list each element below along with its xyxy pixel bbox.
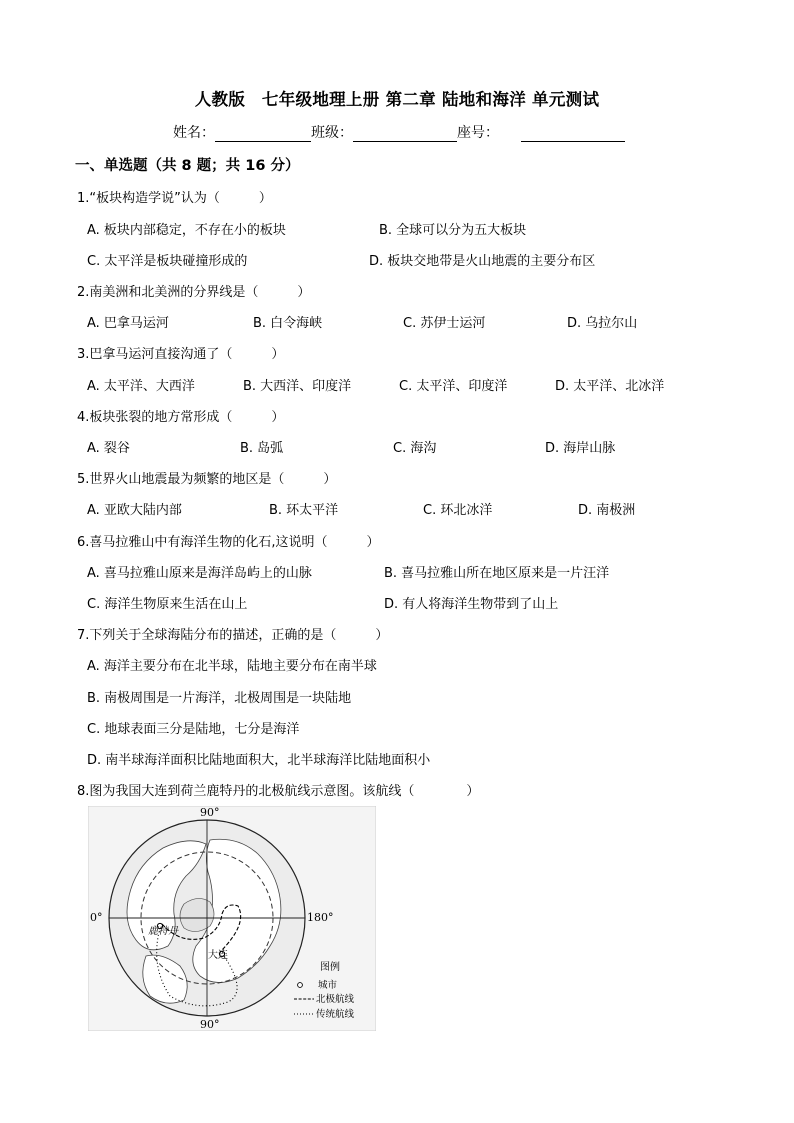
- class-blank[interactable]: [353, 127, 457, 142]
- class-label: 班级：: [311, 125, 353, 141]
- legend-title: 图例: [320, 962, 340, 973]
- option-c: C. 海沟: [393, 441, 437, 456]
- option-b: B. 岛弧: [240, 441, 284, 456]
- option-a: A. 裂谷: [87, 441, 130, 456]
- option-b: B. 南极周围是一片海洋，北极周围是一块陆地: [87, 691, 352, 706]
- option-d: D. 太平洋、北冰洋: [555, 379, 665, 394]
- question-stem: 5.世界火山地震最为频繁的地区是（ ）: [77, 472, 337, 487]
- rotterdam-label: 鹿特丹: [148, 926, 178, 937]
- arctic-ice: [180, 898, 214, 931]
- label-0-degree: 0°: [90, 911, 103, 924]
- question-stem: 8.图为我国大连到荷兰鹿特丹的北极航线示意图。该航线（ ）: [77, 784, 480, 799]
- polar-map-graphic: [88, 806, 376, 1031]
- arctic-route-map: [88, 806, 376, 1031]
- label-90-top: 90°: [200, 806, 220, 819]
- name-blank[interactable]: [215, 127, 311, 142]
- option-a: A. 巴拿马运河: [87, 316, 169, 331]
- legend-traditional-label: 传统航线: [316, 1009, 355, 1020]
- option-a: A. 板块内部稳定，不存在小的板块: [87, 223, 286, 238]
- option-c: C. 太平洋、印度洋: [399, 379, 508, 394]
- question-stem: 6.喜马拉雅山中有海洋生物的化石,这说明（ ）: [77, 535, 380, 550]
- option-b: B. 环太平洋: [269, 503, 339, 518]
- option-a: A. 太平洋、大西洋: [87, 379, 195, 394]
- question-stem: 1.“板块构造学说”认为（ ）: [77, 191, 272, 206]
- label-180-degree: 180°: [307, 911, 334, 924]
- option-d: D. 南极洲: [578, 503, 636, 518]
- option-d: D. 板块交地带是火山地震的主要分布区: [369, 254, 596, 269]
- option-a: A. 喜马拉雅山原来是海洋岛屿上的山脉: [87, 566, 312, 581]
- option-c: C. 苏伊士运河: [403, 316, 486, 331]
- student-info-row: [173, 122, 625, 142]
- option-c: C. 环北冰洋: [423, 503, 493, 518]
- seat-label: 座号：: [457, 125, 499, 141]
- option-d: D. 海岸山脉: [545, 441, 616, 456]
- option-b: B. 大西洋、印度洋: [243, 379, 352, 394]
- option-b: B. 喜马拉雅山所在地区原来是一片汪洋: [384, 566, 610, 581]
- section-title: 一、单选题（共 8 题；共 16 分）: [75, 158, 300, 174]
- option-a: A. 亚欧大陆内部: [87, 503, 182, 518]
- seat-blank[interactable]: [521, 127, 625, 142]
- option-a: A. 海洋主要分布在北半球，陆地主要分布在南半球: [87, 659, 377, 674]
- question-stem: 2.南美洲和北美洲的分界线是（ ）: [77, 285, 311, 300]
- name-label: 姓名：: [173, 125, 215, 141]
- option-c: C. 地球表面三分是陆地，七分是海洋: [87, 722, 300, 737]
- dalian-label: 大连: [208, 950, 228, 961]
- question-stem: 3.巴拿马运河直接沟通了（ ）: [77, 347, 285, 362]
- option-b: B. 全球可以分为五大板块: [379, 223, 527, 238]
- legend-arctic-label: 北极航线: [316, 994, 355, 1005]
- option-b: B. 白令海峡: [253, 316, 323, 331]
- legend-city-symbol: [298, 983, 303, 988]
- page-title: 人教版 七年级地理上册 第二章 陆地和海洋 单元测试: [194, 90, 600, 109]
- option-c: C. 太平洋是板块碰撞形成的: [87, 254, 248, 269]
- label-90-bottom: 90°: [200, 1018, 220, 1031]
- option-d: D. 乌拉尔山: [567, 316, 638, 331]
- legend-city-label: 城市: [318, 980, 338, 991]
- question-stem: 7.下列关于全球海陆分布的描述，正确的是（ ）: [77, 628, 389, 643]
- option-d: D. 有人将海洋生物带到了山上: [384, 597, 559, 612]
- option-d: D. 南半球海洋面积比陆地面积大，北半球海洋比陆地面积小: [87, 753, 431, 768]
- option-c: C. 海洋生物原来生活在山上: [87, 597, 248, 612]
- question-stem: 4.板块张裂的地方常形成（ ）: [77, 410, 285, 425]
